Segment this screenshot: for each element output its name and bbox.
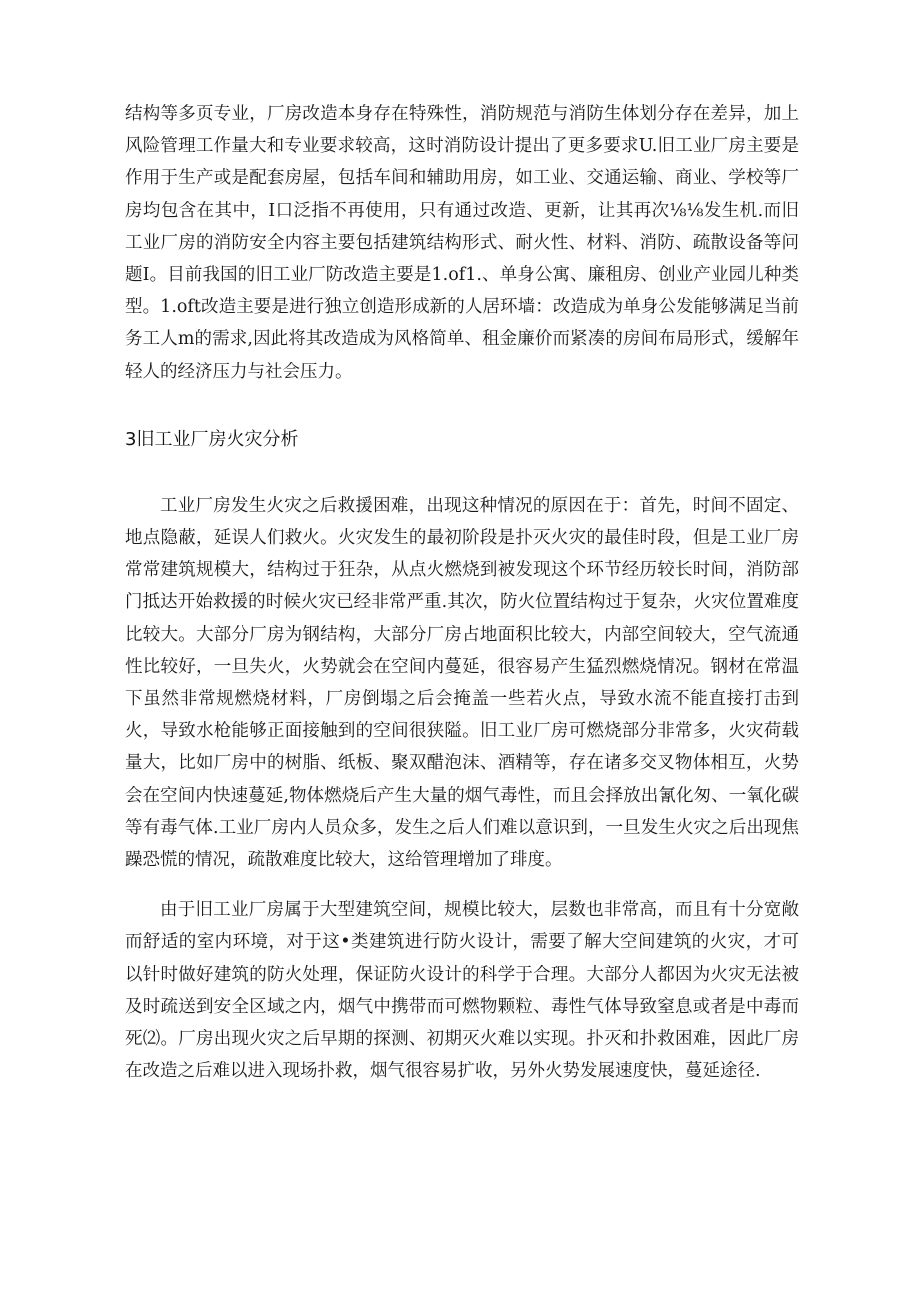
paragraph-2: 工业厂房发生火灾之后救援困难，出现这种情况的原因在于：首先，时间不固定、地点隐蔽，延误人们救火。火灾发生的最初阶段是扑灭火灾的最佳时段，但是工业厂房常常建筑规模大，结构过于狂杂，从点火燃烧到被发现这个环节经历较长时间，消防部门抵达开始救援的时候火灾已经非常严重.其次，防火位置结构过于复杂，火灾位置难度比较大。大部分厂房为钢结构，大部分厂房占地面积比较大，内部空间较大，空气流通性比较好，一旦失火，火势就会在空间内蔓延，很容易产生猛烈燃烧情况。钢材在常温下虽然非常规燃烧材料，厂房倒塌之后会掩盖一些若火点，导致水流不能直接打击到火，导致水枪能够正面接触到的空间很狭隘。旧工业厂房可燃烧部分非常多，火灾荷载量大，比如厂房中的树脂、纸板、聚双醋泡沫、酒精等，存在诸多交叉物体相互，火势会在空间内快速蔓延,物体燃烧后产生大量的烟气毒性，而且会择放出氰化匆、一氧化碳等有毒气体.工业厂房内人员众多，发生之后人们难以意识到，一旦发生火灾之后出现焦躁恐慌的情况，疏散难度比较大，这给管理增加了琲度。 [125,495,799,871]
paragraph-3: 由于旧工业厂房属于大型建筑空间，规模比较大，层数也非常高，而且有十分宽敞而舒适的室内环境，对于这•类建筑进行防火设计，需要了解大空间建筑的火灾，才可以针时做好建筑的防火处理，保证防火设计的科学于合理。大部分人都因为火灾无法被及时疏送到安全区域之内，烟气中携带而可燃物颗粒、毒性气体导致窒息或者是中毒而死⑵。厂房出现火灾之后早期的探测、初期灭火难以实现。扑灭和扑救困难，因此厂房在改造之后难以进入现场扑救，烟气很容易扩收，另外火势发展速度快，蔓延途径. [125,900,799,1082]
section-heading: 3旧工业厂房火灾分析 [125,428,299,450]
paragraph-gap [125,876,799,894]
document-body [125,98,799,1087]
paragraph-1: 结构等多页专业，厂房改造本身存在特殊性，消防规范与消防生体划分存在差异，加上风险管理工作量大和专业要求较高，这时消防设计提出了更多要求U.旧工业厂房主要是作用于生产或是配套房屋，包括车间和辅助用房，如工业、交通运输、商业、学校等厂房均包含在其中，I口泛指不再使用，只有通过改造、更新，让其再次⅛⅛发生机.而旧工业厂房的消防安全内容主要包括建筑结构形式、耐火性、材料、消防、疏散设备等问题I。目前我国的旧工业厂防改造主要是1.of1.、单身公寓、廉租房、创业产业园儿种类型。1.oft改造主要是进行独立创造形成新的人居环墙：改造成为单身公发能够满足当前务工人m的需求,因此将其改造成为风格简单、租金廉价而紧凑的房间布局形式，缓解年轻人的经济压力与社会压力。 [125,104,799,382]
